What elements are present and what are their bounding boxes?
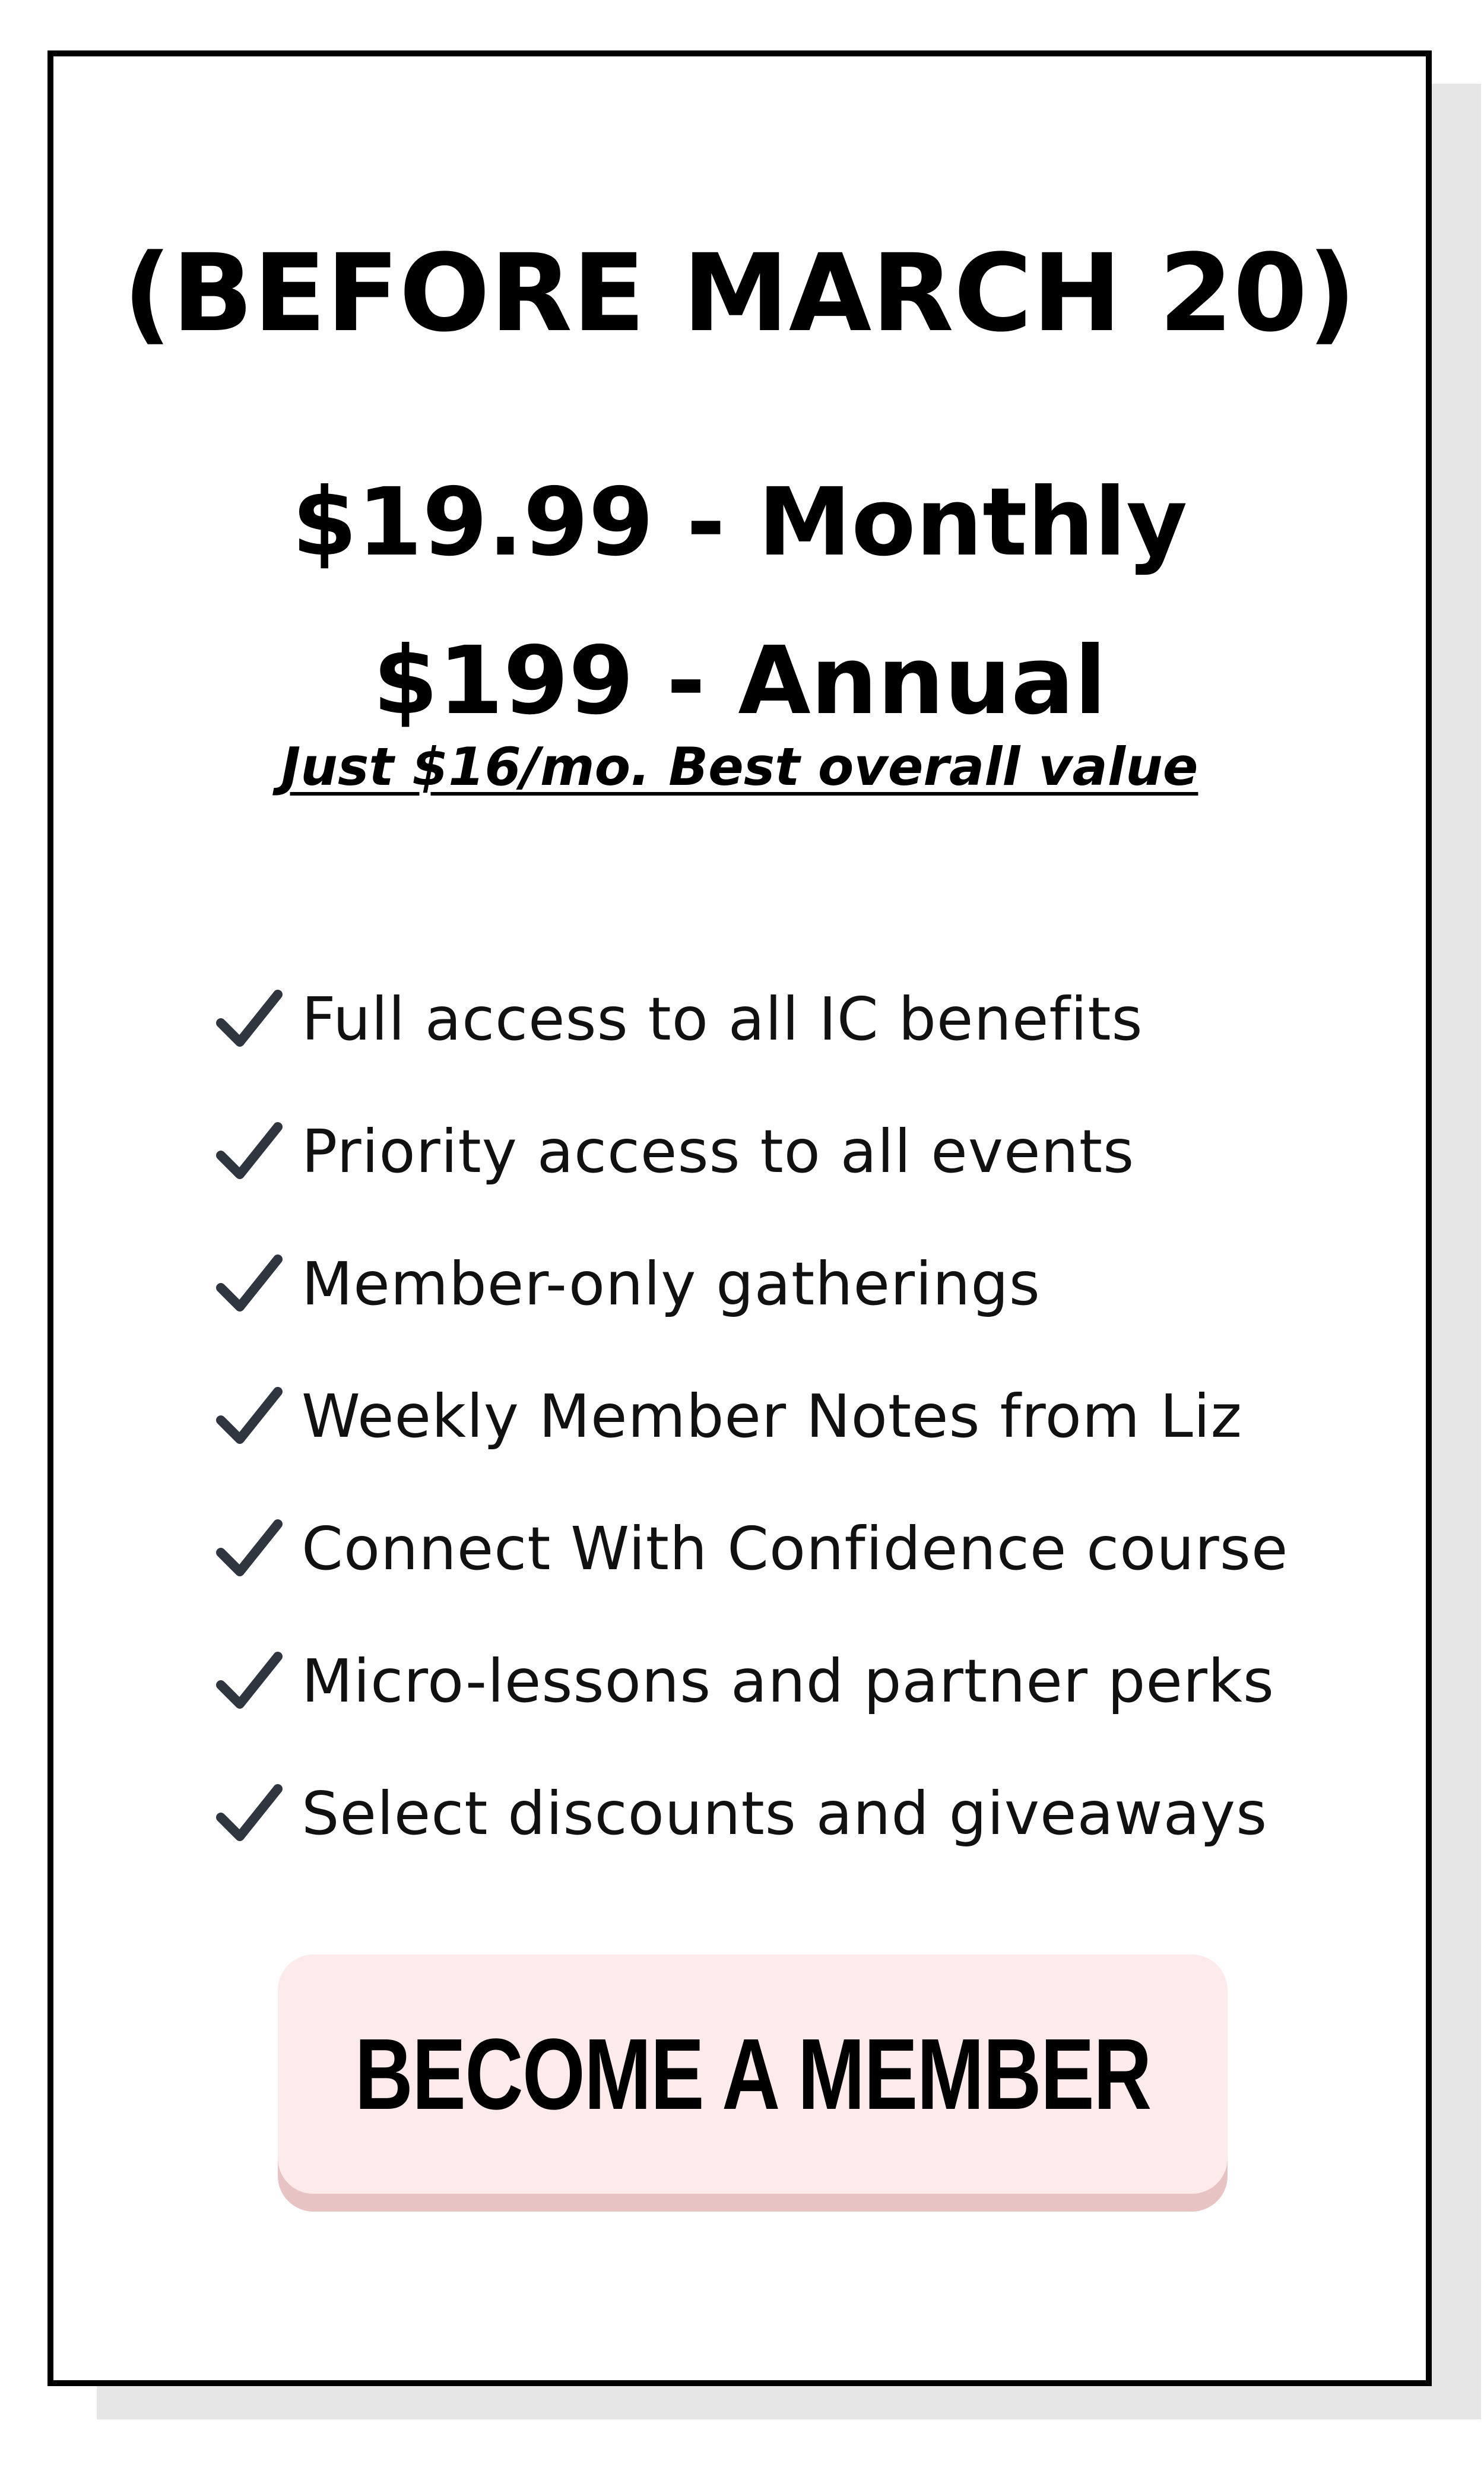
checkmark-icon — [214, 1778, 285, 1849]
checkmark-icon — [214, 1116, 285, 1187]
benefit-label: Connect With Confidence course — [302, 1513, 1289, 1583]
benefit-item — [214, 1218, 1288, 1350]
benefit-item — [214, 1483, 1288, 1615]
checkmark-icon — [214, 1646, 285, 1717]
price-annual: $199 - Annual — [373, 626, 1106, 736]
checkmark-icon — [214, 984, 285, 1055]
benefit-label: Member-only gatherings — [302, 1249, 1041, 1319]
annual-value-note: Just $16/mo. Best overall value — [281, 736, 1198, 797]
checkmark-icon — [214, 1381, 285, 1452]
benefit-label: Select discounts and giveaways — [302, 1778, 1268, 1848]
benefit-item — [214, 1615, 1288, 1747]
benefit-item — [214, 1085, 1288, 1218]
checkmark-icon — [214, 1513, 285, 1585]
checkmark-icon — [214, 1249, 285, 1320]
become-member-label: BECOME A MEMBER — [354, 2017, 1151, 2131]
benefit-label: Weekly Member Notes from Liz — [302, 1381, 1242, 1451]
benefit-item — [214, 953, 1288, 1085]
cta-container — [278, 1955, 1228, 2212]
become-member-button[interactable] — [278, 1955, 1228, 2194]
headline: (BEFORE MARCH 20) — [123, 232, 1356, 356]
benefit-label: Micro-lessons and partner perks — [302, 1646, 1274, 1716]
benefit-label: Full access to all IC benefits — [302, 984, 1143, 1054]
pricing-card — [47, 50, 1432, 2386]
benefit-item — [214, 1747, 1288, 1880]
benefits-list — [214, 953, 1288, 1880]
price-monthly: $19.99 - Monthly — [291, 468, 1188, 577]
benefit-label: Priority access to all events — [302, 1116, 1135, 1186]
benefit-item — [214, 1350, 1288, 1483]
